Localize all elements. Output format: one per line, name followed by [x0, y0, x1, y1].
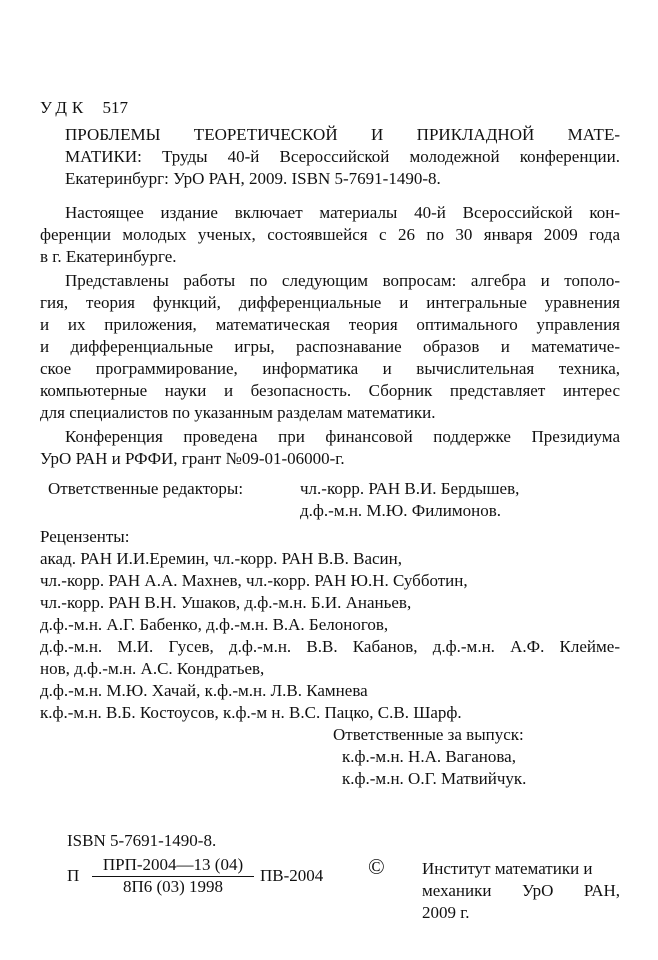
index-numerator: ПРП-2004—13 (04) — [102, 855, 244, 874]
reviewers-line-6: нов, д.ф.-м.н. А.С. Кондратьев, — [40, 659, 265, 678]
para1-line-1: Настоящее издание включает материалы 40-й Всероссийской кон- — [65, 203, 620, 222]
reviewers-line-2: чл.-корр. РАН А.А. Махнев, чл.-корр. РАН Ю.Н. Субботин, — [40, 571, 468, 590]
copyright-line-1: Институт математики и — [422, 859, 593, 878]
para2-line-5: ское программирование, информатика и вычислительная техника, — [40, 359, 620, 378]
para3-line-2: УрО РАН и РФФИ, грант №09-01-06000-г. — [40, 449, 345, 468]
release-label: Ответственные за выпуск: — [333, 725, 524, 744]
index-suffix: ПВ-2004 — [260, 866, 324, 885]
index-fraction — [92, 855, 254, 897]
copyright-line-3: 2009 г. — [422, 903, 470, 922]
header-line-2: МАТИКИ: Труды 40-й Всероссийской молодежной конференции. — [65, 147, 620, 166]
para3-line-1: Конференция проведена при финансовой поддержке Президиума — [65, 427, 620, 446]
reviewers-line-1: акад. РАН И.И.Еремин, чл.-корр. РАН В.В. Васин, — [40, 549, 402, 568]
reviewers-line-5: д.ф.-м.н. М.И. Гусев, д.ф.-м.н. В.В. Кабанов, д.ф.-м.н. А.Ф. Клейме- — [40, 637, 620, 656]
para2-line-1: Представлены работы по следующим вопросам: алгебра и тополо- — [65, 271, 620, 290]
para2-line-7: для специалистов по указанным разделам математики. — [40, 403, 436, 422]
header-line-1: ПРОБЛЕМЫ ТЕОРЕТИЧЕСКОЙ И ПРИКЛАДНОЙ МАТЕ- — [65, 125, 620, 144]
reviewers-line-7: д.ф.-м.н. М.Ю. Хачай, к.ф.-м.н. Л.В. Камнева — [40, 681, 368, 700]
para1-line-3: в г. Екатеринбурге. — [40, 247, 177, 266]
udk-number: 517 — [102, 98, 129, 117]
reviewers-line-4: д.ф.-м.н. А.Г. Бабенко, д.ф.-м.н. В.А. Белоногов, — [40, 615, 389, 634]
copyright-line-2: механики УрО РАН, — [422, 881, 620, 900]
reviewers-label: Рецензенты: — [40, 527, 130, 546]
header-line-3: Екатеринбург: УрО РАН, 2009. ISBN 5-7691-1490-8. — [65, 169, 441, 188]
para2-line-2: гия, теория функций, дифференциальные и интегральные уравнения — [40, 293, 620, 312]
editors-label: Ответственные редакторы: — [48, 479, 244, 498]
para2-line-6: компьютерные науки и безопасность. Сборник представляет интерес — [40, 381, 620, 400]
para2-line-3: и их приложения, математическая теория оптимального управления — [40, 315, 620, 334]
editor-name-1: чл.-корр. РАН В.И. Бердышев, — [300, 479, 520, 498]
index-prefix: П — [67, 866, 80, 885]
udk-line — [40, 98, 128, 118]
release-name-1: к.ф.-м.н. Н.А. Ваганова, — [342, 747, 516, 766]
reviewers-line-3: чл.-корр. РАН В.Н. Ушаков, д.ф.-м.н. Б.И. Ананьев, — [40, 593, 412, 612]
isbn: ISBN 5-7691-1490-8. — [67, 831, 217, 850]
reviewers-line-8: к.ф.-м.н. В.Б. Костоусов, к.ф.-м н. В.С. Пацко, С.В. Шарф. — [40, 703, 462, 722]
para2-line-4: и дифференциальные игры, распознавание образов и математиче- — [40, 337, 620, 356]
index-denominator: 8П6 (03) 1998 — [122, 877, 224, 896]
copyright-icon: © — [368, 854, 385, 879]
udk-label: УДК — [40, 98, 89, 117]
editor-name-2: д.ф.-м.н. М.Ю. Филимонов. — [300, 501, 502, 520]
para1-line-2: ференции молодых ученых, состоявшейся с 26 по 30 января 2009 года — [40, 225, 620, 244]
release-name-2: к.ф.-м.н. О.Г. Матвийчук. — [342, 769, 527, 788]
